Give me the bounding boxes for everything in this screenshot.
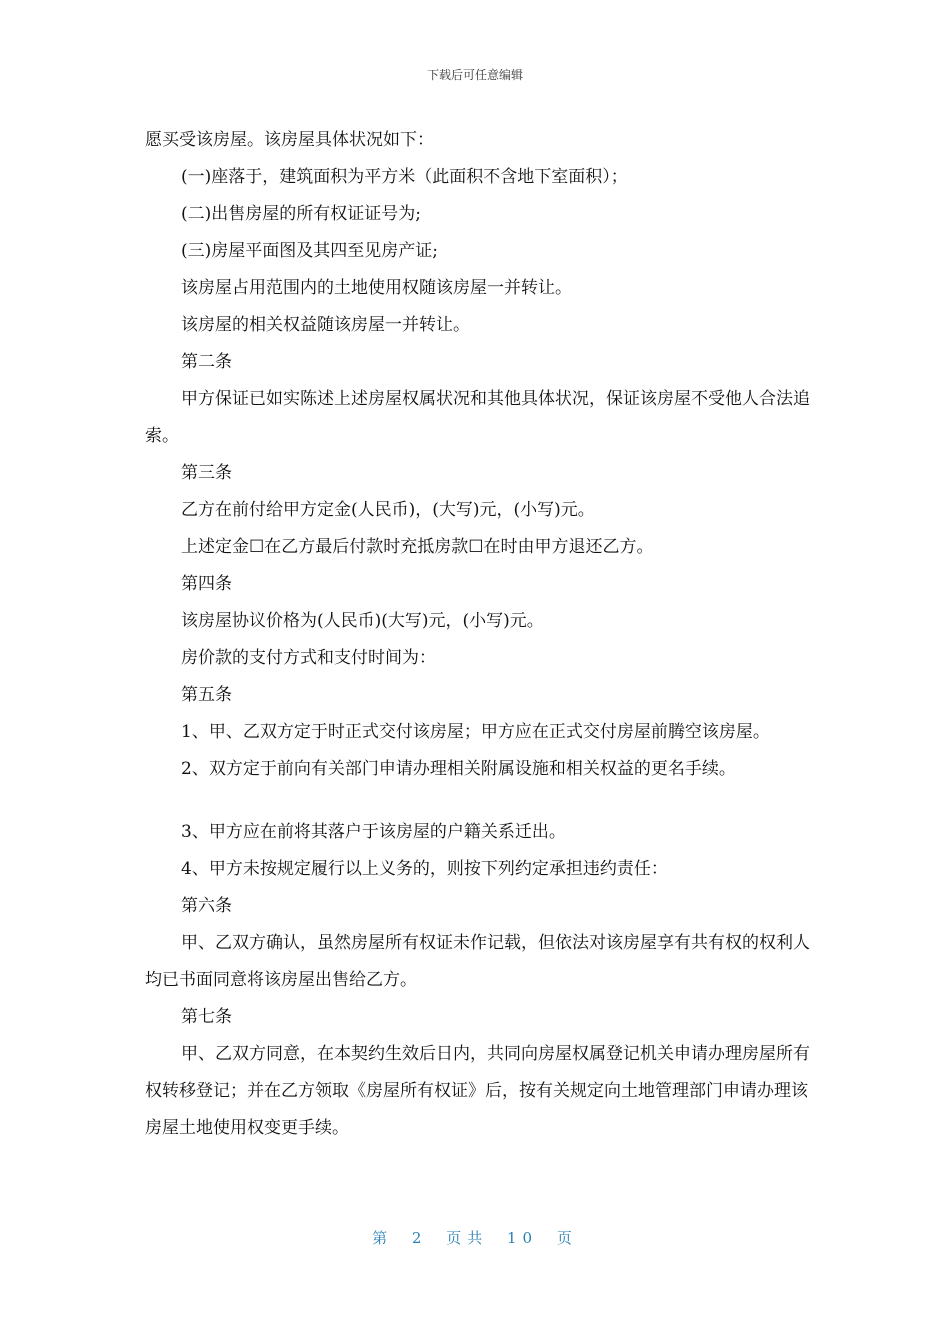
paragraph: 2、双方定于前向有关部门申请办理相关附属设施和相关权益的更名手续。	[181, 759, 736, 779]
paragraph: 该房屋占用范围内的土地使用权随该房屋一并转让。	[181, 278, 572, 298]
paragraph: 甲方保证已如实陈述上述房屋权属状况和其他具体状况，保证该房屋不受他人合法追索。	[145, 389, 810, 446]
paragraph: 上述定金☐在乙方最后付款时充抵房款☐在时由甲方退还乙方。	[181, 537, 654, 557]
article-heading: 第四条	[181, 574, 232, 594]
article-heading: 第五条	[181, 685, 232, 705]
footer-middle: 页共	[446, 1229, 489, 1247]
paragraph: 房价款的支付方式和支付时间为：	[181, 648, 436, 668]
paragraph: 1、甲、乙双方定于时正式交付该房屋；甲方应在正式交付房屋前腾空该房屋。	[181, 722, 770, 742]
paragraph: (三)房屋平面图及其四至见房产证;	[181, 241, 438, 261]
paragraph: 4、甲方未按规定履行以上义务的，则按下列约定承担违约责任：	[181, 859, 668, 879]
paragraph: 乙方在前付给甲方定金(人民币)，(大写)元，(小写)元。	[181, 500, 595, 520]
article-heading: 第六条	[181, 896, 232, 916]
footer-total-pages: 10	[507, 1229, 539, 1247]
footer-suffix: 页	[556, 1229, 578, 1247]
paragraph: 甲、乙双方同意，在本契约生效后日内，共同向房屋权属登记机关申请办理房屋所有权转移登记；并在乙方领取《房屋所有权证》后，按有关规定向土地管理部门申请办理该房屋土地使用权变更手续。	[145, 1044, 810, 1138]
paragraph: (一)座落于，建筑面积为平方米（此面积不含地下室面积）；	[181, 167, 628, 187]
paragraph: (二)出售房屋的所有权证证号为;	[181, 204, 421, 224]
paragraph: 3、甲方应在前将其落户于该房屋的户籍关系迁出。	[181, 822, 566, 842]
blank-line	[145, 788, 810, 814]
article-heading: 第二条	[181, 352, 232, 372]
paragraph: 甲、乙双方确认，虽然房屋所有权证未作记载，但依法对该房屋享有共有权的权利人均已书面同意将该房屋出售给乙方。	[145, 933, 810, 990]
paragraph: 愿买受该房屋。该房屋具体状况如下：	[145, 130, 434, 150]
document-body	[145, 122, 810, 1147]
page-footer	[0, 1227, 950, 1248]
article-heading: 第七条	[181, 1007, 232, 1027]
paragraph: 该房屋协议价格为(人民币)(大写)元，(小写)元。	[181, 611, 544, 631]
paragraph: 该房屋的相关权益随该房屋一并转让。	[181, 315, 470, 335]
article-heading: 第三条	[181, 463, 232, 483]
footer-page-number: 2	[411, 1229, 428, 1247]
footer-prefix: 第	[372, 1229, 394, 1247]
page-header: 下载后可任意编辑	[426, 68, 523, 82]
